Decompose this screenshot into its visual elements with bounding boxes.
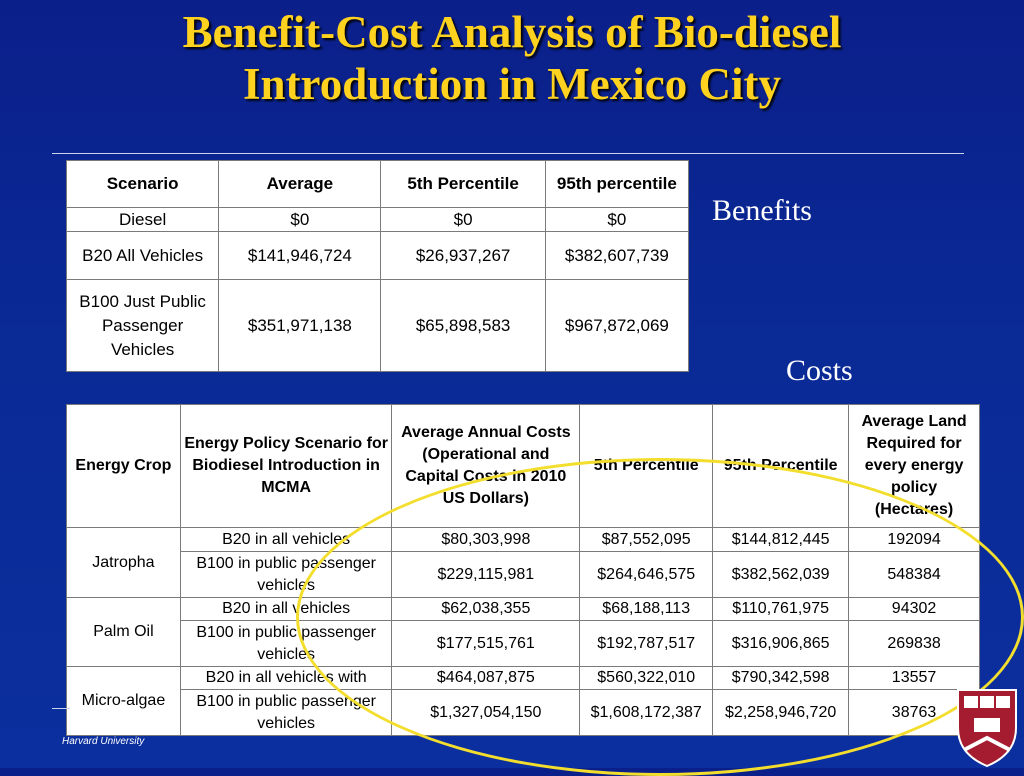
- table-row: [67, 690, 980, 736]
- header-land-required: Average Land Required for every energy policy (Hectares): [849, 405, 980, 528]
- average-cell: $0: [219, 208, 381, 232]
- header-policy-scenario: Energy Policy Scenario for Biodiesel Introduction in MCMA: [180, 405, 392, 528]
- header-average-annual-costs: Average Annual Costs (Operational and Capital Costs in 2010 US Dollars): [392, 405, 580, 528]
- costs-label: Costs: [786, 354, 853, 387]
- harvard-shield-logo: [954, 688, 1020, 768]
- slide-title: [0, 6, 1024, 110]
- benefits-header-row: [67, 161, 689, 208]
- p5-cell: $264,646,575: [580, 552, 713, 598]
- average-cell: $1,327,054,150: [392, 690, 580, 736]
- p95-cell: $2,258,946,720: [713, 690, 849, 736]
- costs-header-row: [67, 405, 980, 528]
- table-row: [67, 528, 980, 552]
- crop-cell-micro-algae: Micro-algae: [67, 667, 181, 736]
- crop-cell-palm-oil: Palm Oil: [67, 598, 181, 667]
- scenario-cell: B100 in public passenger vehicles: [180, 621, 392, 667]
- benefits-table: [66, 160, 689, 372]
- land-cell: 192094: [849, 528, 980, 552]
- header-scenario: Scenario: [67, 161, 219, 208]
- p95-cell: $316,906,865: [713, 621, 849, 667]
- land-cell: 38763: [849, 690, 980, 736]
- table-row: [67, 208, 689, 232]
- p5-cell: $192,787,517: [580, 621, 713, 667]
- p5-cell: $87,552,095: [580, 528, 713, 552]
- scenario-cell: B100 Just Public Passenger Vehicles: [67, 280, 219, 372]
- table-row: [67, 598, 980, 621]
- scenario-cell: B20 in all vehicles: [180, 598, 392, 621]
- average-cell: $177,515,761: [392, 621, 580, 667]
- table-row: [67, 621, 980, 667]
- average-cell: $62,038,355: [392, 598, 580, 621]
- header-average: Average: [219, 161, 381, 208]
- average-cell: $141,946,724: [219, 232, 381, 280]
- table-row: [67, 232, 689, 280]
- table-row: [67, 667, 980, 690]
- benefits-label: Benefits: [712, 194, 812, 227]
- land-cell: 269838: [849, 621, 980, 667]
- p95-cell: $790,342,598: [713, 667, 849, 690]
- p95-cell: $144,812,445: [713, 528, 849, 552]
- costs-table: [66, 404, 980, 736]
- table-row: [67, 280, 689, 372]
- title-line-1: Benefit-Cost Analysis of Bio-diesel: [182, 7, 842, 57]
- average-cell: $464,087,875: [392, 667, 580, 690]
- title-divider: [52, 153, 964, 154]
- footer-text: Harvard University: [62, 736, 145, 747]
- p5-cell: $1,608,172,387: [580, 690, 713, 736]
- crop-cell-jatropha: Jatropha: [67, 528, 181, 598]
- land-cell: 548384: [849, 552, 980, 598]
- p95-cell: $382,562,039: [713, 552, 849, 598]
- average-cell: $229,115,981: [392, 552, 580, 598]
- p5-cell: $68,188,113: [580, 598, 713, 621]
- scenario-cell: Diesel: [67, 208, 219, 232]
- header-5th-percentile: 5th Percentile: [580, 405, 713, 528]
- header-95th-percentile: 95th percentile: [545, 161, 688, 208]
- header-energy-crop: Energy Crop: [67, 405, 181, 528]
- p5-cell: $0: [381, 208, 545, 232]
- title-line-2: Introduction in Mexico City: [243, 59, 781, 109]
- p95-cell: $110,761,975: [713, 598, 849, 621]
- p5-cell: $26,937,267: [381, 232, 545, 280]
- average-cell: $80,303,998: [392, 528, 580, 552]
- footer-divider: [52, 708, 70, 709]
- header-95th-percentile: 95th Percentile: [713, 405, 849, 528]
- p5-cell: $560,322,010: [580, 667, 713, 690]
- average-cell: $351,971,138: [219, 280, 381, 372]
- land-cell: 94302: [849, 598, 980, 621]
- table-row: [67, 552, 980, 598]
- p95-cell: $967,872,069: [545, 280, 688, 372]
- p95-cell: $382,607,739: [545, 232, 688, 280]
- scenario-cell: B20 in all vehicles: [180, 528, 392, 552]
- land-cell: 13557: [849, 667, 980, 690]
- scenario-cell: B100 in public passenger vehicles: [180, 690, 392, 736]
- p5-cell: $65,898,583: [381, 280, 545, 372]
- scenario-cell: B20 in all vehicles with: [180, 667, 392, 690]
- header-5th-percentile: 5th Percentile: [381, 161, 545, 208]
- p95-cell: $0: [545, 208, 688, 232]
- scenario-cell: B100 in public passenger vehicles: [180, 552, 392, 598]
- scenario-cell: B20 All Vehicles: [67, 232, 219, 280]
